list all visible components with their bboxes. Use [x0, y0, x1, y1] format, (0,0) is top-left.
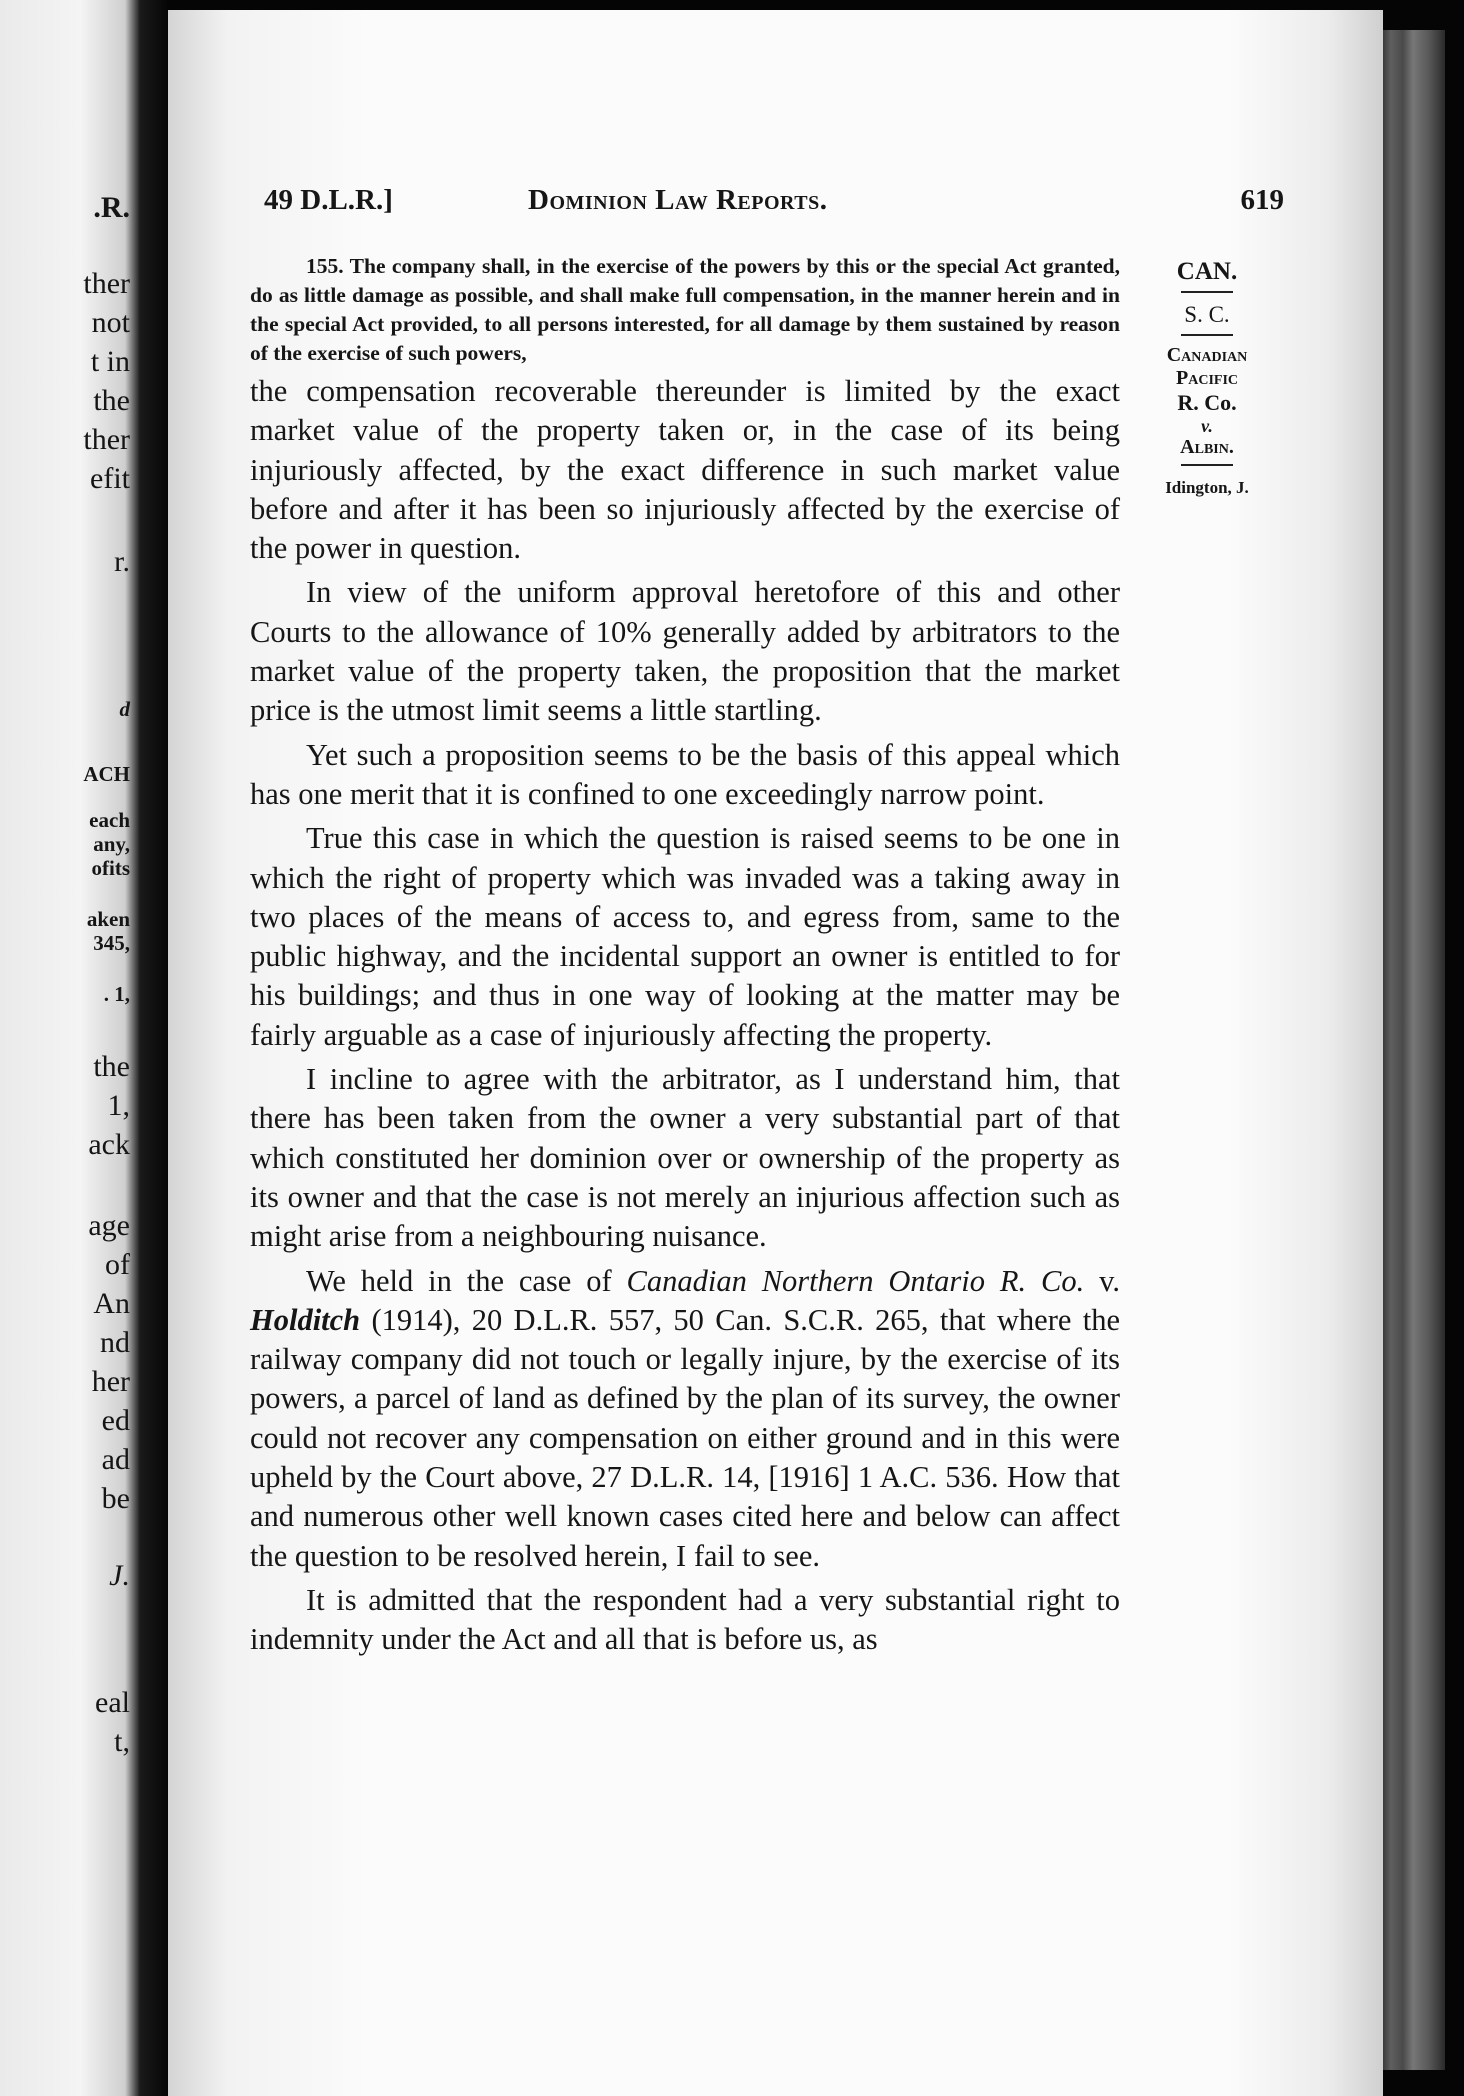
case-name: Canadian Northern Ontario R. Co. — [626, 1263, 1085, 1298]
prev-page-fragment: of — [105, 1248, 130, 1281]
page-stack-edge — [1383, 30, 1445, 2070]
margin-party-line: Pacific — [1176, 367, 1238, 389]
paragraph-text: v. — [1084, 1263, 1120, 1298]
margin-party-line: Canadian — [1166, 344, 1248, 366]
prev-page-fragment: ack — [88, 1128, 130, 1161]
prev-page-fragment: be — [101, 1482, 130, 1515]
prev-page-fragment: each — [89, 808, 130, 832]
margin-court: S. C. — [1184, 302, 1230, 327]
prev-page-fragment: .R. — [93, 191, 130, 224]
prev-page-fragment: the — [93, 384, 130, 417]
margin-party-line: Albin. — [1180, 436, 1234, 458]
prev-page-fragment: ed — [101, 1404, 130, 1437]
prev-page-fragment: aken — [86, 907, 130, 931]
margin-rule — [1181, 291, 1233, 293]
prev-page-fragment: d — [119, 697, 130, 721]
prev-page-fragment: efit — [90, 462, 130, 495]
prev-page-fragment: age — [88, 1209, 130, 1242]
prev-page-fragment: r. — [114, 545, 130, 578]
previous-page-edge — [0, 0, 140, 2096]
margin-rule — [1181, 334, 1233, 336]
body-text — [250, 252, 1120, 1665]
paragraph: True this case in which the question is raised seems to be one in which the right of property which was invaded was a taking away in two places of the means of access to, and egress from, same to the public highway, and the incidental support an owner is entitled to for his buildings; and thus in one way of looking at the matter may be fairly arguable as a case of injuriously affecting the property. — [250, 821, 1120, 1052]
paragraph: I incline to agree with the arbitrator, as I understand him, that there has been taken from the owner a very substantial part of that which constituted her dominion over or ownership of the property as its owner and that the case is not merely an injurious affection such as might arise from a neighbouring nuisance. — [250, 1062, 1120, 1254]
header-title: Dominion Law Reports. — [528, 184, 828, 216]
prev-page-fragment: ther — [83, 267, 130, 300]
paragraph: It is admitted that the respondent had a very substantial right to indemnity under the Act and all that is before us, as — [250, 1582, 1120, 1657]
statute-quote: 155. The company shall, in the exercise of the powers by this or the special Act granted, do as little damage as possible, and shall make full compensation, in the manner herein and in the special Act provided, to all persons interested, for all damage by them sustained by reason of the exercise of such powers, — [250, 254, 1120, 365]
prev-page-fragment: ther — [83, 423, 130, 456]
case-party: Holditch — [250, 1302, 361, 1337]
paragraph-text: We held in the case of — [306, 1263, 627, 1298]
margin-judge: Idington, J. — [1165, 478, 1249, 497]
prev-page-fragment: t, — [114, 1725, 130, 1758]
prev-page-fragment: eal — [95, 1686, 130, 1719]
prev-page-fragment: J. — [109, 1559, 130, 1592]
paragraph: In view of the uniform approval heretofore of this and other Courts to the allowance of 10% generally added by arbitrators to the market value of the property taken, the proposition that the market price is the utmost limit seems a little startling. — [250, 575, 1120, 728]
header-volume: 49 D.L.R.] — [264, 184, 393, 216]
prev-page-fragment: 345, — [93, 931, 130, 955]
paragraph: Yet such a proposition seems to be the basis of this appeal which has one merit that it is confined to one exceedingly narrow point. — [250, 737, 1120, 811]
book-gutter — [140, 0, 168, 2096]
prev-page-fragment: An — [93, 1287, 130, 1320]
prev-page-fragment: 1, — [107, 1089, 130, 1122]
margin-country: CAN. — [1176, 258, 1238, 285]
margin-note — [1140, 258, 1274, 502]
prev-page-fragment: ad — [101, 1443, 130, 1476]
paragraph-text: (1914), 20 D.L.R. 557, 50 Can. S.C.R. 265, that where the railway company did not touch or legally injure, by the exercise of its powers, a parcel of land as defined by the plan of its survey, the owner could not recover any compensation on either ground and in this were upheld by the Court above, 27 D.L.R. 14, [1916] 1 A.C. 536. How that and numerous other well known cases cited here and below can affect the question to be resolved herein, I fail to see. — [250, 1302, 1120, 1573]
prev-page-fragment: nd — [100, 1326, 130, 1359]
prev-page-fragment: . 1, — [103, 982, 130, 1006]
prev-page-fragment: the — [93, 1050, 130, 1083]
margin-versus: v. — [1201, 416, 1213, 436]
running-header — [264, 184, 1284, 224]
paragraph: the compensation recoverable thereunder is limited by the exact market value of the property taken or, in the case of its being injuriously affected, by the exact difference in such market value before and after it has been so injuriously affected by the exercise of the power in question. — [250, 374, 1120, 566]
prev-page-fragment: ACH — [83, 762, 130, 786]
page-number: 619 — [1240, 184, 1284, 216]
prev-page-fragment: her — [91, 1365, 130, 1398]
paragraph — [250, 1262, 1120, 1576]
prev-page-fragment: t in — [90, 345, 130, 378]
prev-page-fragment: ofits — [91, 856, 130, 880]
prev-page-fragment: not — [91, 306, 130, 339]
margin-rule — [1181, 464, 1233, 466]
margin-party-line: R. Co. — [1177, 390, 1237, 415]
prev-page-fragment: any, — [93, 832, 130, 856]
